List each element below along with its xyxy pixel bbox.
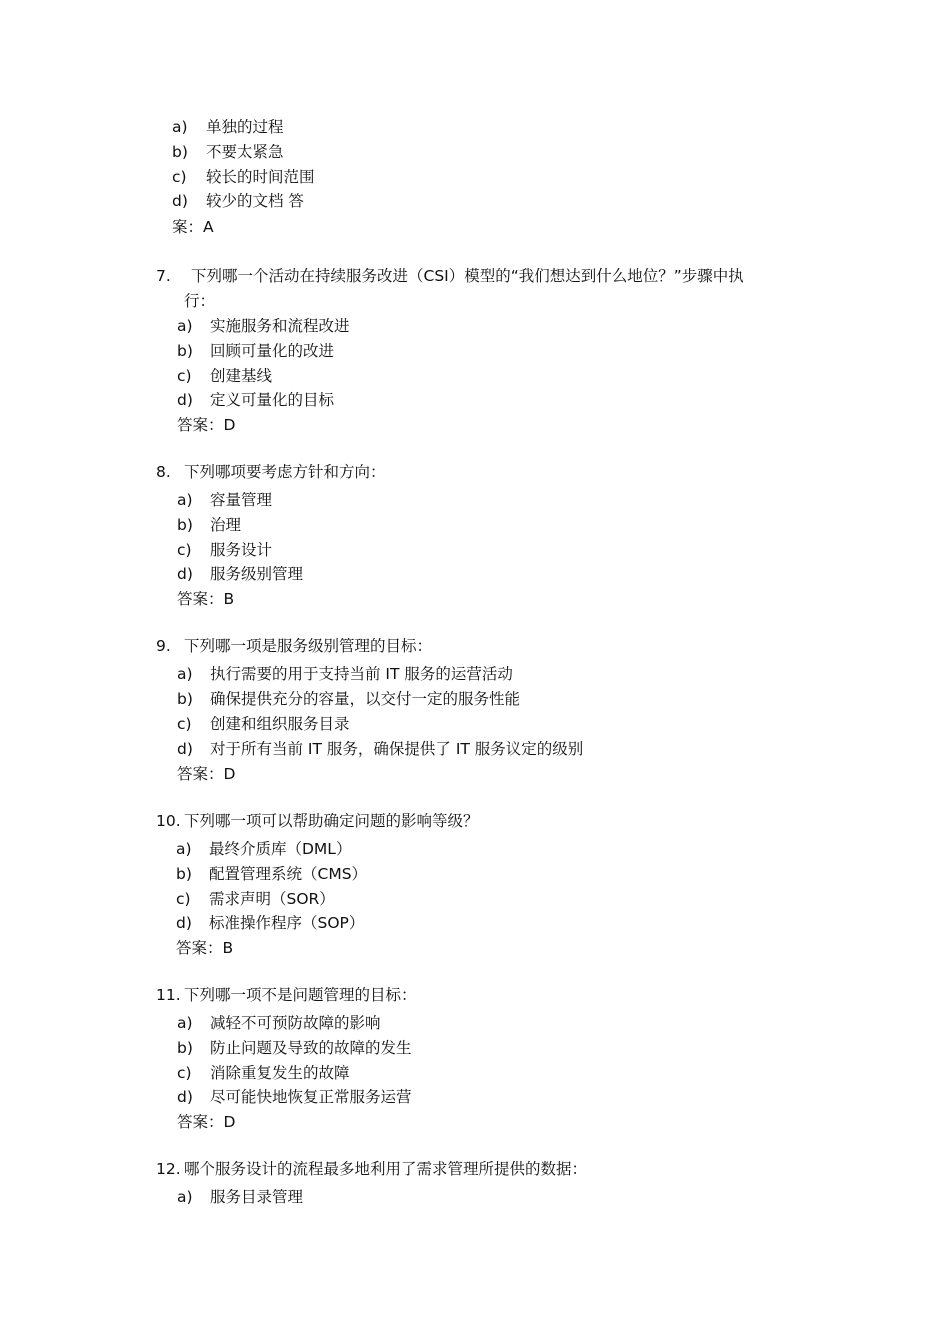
question-text: 下列哪一项是服务级别管理的目标： [184,637,433,655]
option-text: 确保提供充分的容量，以交付一定的服务性能 [210,690,521,708]
option-text: 减轻不可预防故障的影响 [210,1014,381,1032]
question-number: 10. [156,812,181,830]
answer-text: 答案：D [177,1113,236,1131]
option-text: 最终介质库（DML） [209,840,352,858]
question-text: 哪个服务设计的流程最多地利用了需求管理所提供的数据： [184,1160,588,1178]
option-text: 不要太紧急 [206,143,284,161]
option-text: 实施服务和流程改进 [210,317,350,335]
answer-text: 答案：B [177,590,235,608]
option-letter: b) [177,1039,193,1057]
option-letter: b) [177,516,193,534]
question-number: 8. [156,463,171,481]
option-text: 回顾可量化的改进 [210,342,335,360]
option-text: 尽可能快地恢复正常服务运营 [210,1088,412,1106]
option-text: 定义可量化的目标 [210,391,335,409]
option-text: 创建和组织服务目录 [210,715,350,733]
option-letter: c) [172,168,187,186]
question-number: 11. [156,986,181,1004]
option-letter: d) [177,565,193,583]
option-text: 服务目录管理 [210,1188,304,1206]
option-text: 治理 [210,516,242,534]
answer-text: 答案：B [176,939,234,957]
question-text: 下列哪项要考虑方针和方向： [184,463,386,481]
option-letter: d) [177,391,193,409]
option-letter: a) [177,665,193,683]
option-text: 执行需要的用于支持当前 IT 服务的运营活动 [210,665,513,683]
option-text: 服务级别管理 [210,565,304,583]
option-letter: d) [176,914,192,932]
answer-text: 答案：D [177,765,236,783]
option-letter: a) [177,1014,193,1032]
option-letter: a) [177,491,193,509]
question-text: 下列哪一项可以帮助确定问题的影响等级？ [184,812,479,830]
option-letter: b) [177,342,193,360]
option-text: 标准操作程序（SOP） [209,914,365,932]
option-letter: d) [172,192,188,210]
option-text: 防止问题及导致的故障的发生 [210,1039,412,1057]
option-text: 较少的文档 答 [206,192,304,210]
option-letter: d) [177,1088,193,1106]
option-letter: a) [177,317,193,335]
option-text: 服务设计 [210,541,273,559]
option-text: 较长的时间范围 [206,168,315,186]
option-letter: a) [172,118,188,136]
option-letter: c) [177,367,192,385]
question-number: 9. [156,637,171,655]
option-letter: d) [177,740,193,758]
option-text: 单独的过程 [206,118,284,136]
option-letter: b) [172,143,188,161]
question-number: 7. [156,267,171,285]
option-letter: c) [177,715,192,733]
option-letter: a) [177,1188,193,1206]
option-letter: a) [176,840,192,858]
option-letter: b) [176,865,192,883]
option-text: 配置管理系统（CMS） [209,865,368,883]
question-text: 下列哪一项不是问题管理的目标： [184,986,417,1004]
question-text-continued: 行： [184,292,216,310]
option-text: 对于所有当前 IT 服务，确保提供了 IT 服务议定的级别 [210,740,584,758]
option-letter: c) [177,541,192,559]
option-text: 创建基线 [210,367,273,385]
answer-text: 答案：D [177,416,236,434]
option-text: 消除重复发生的故障 [210,1064,350,1082]
option-text: 容量管理 [210,491,273,509]
question-number: 12. [156,1160,181,1178]
answer-text: 案：A [172,218,214,236]
question-text: 下列哪一个活动在持续服务改进（CSI）模型的“我们想达到什么地位？”步骤中执 [191,267,744,285]
option-letter: b) [177,690,193,708]
option-letter: c) [177,1064,192,1082]
option-letter: c) [176,890,191,908]
option-text: 需求声明（SOR） [209,890,335,908]
